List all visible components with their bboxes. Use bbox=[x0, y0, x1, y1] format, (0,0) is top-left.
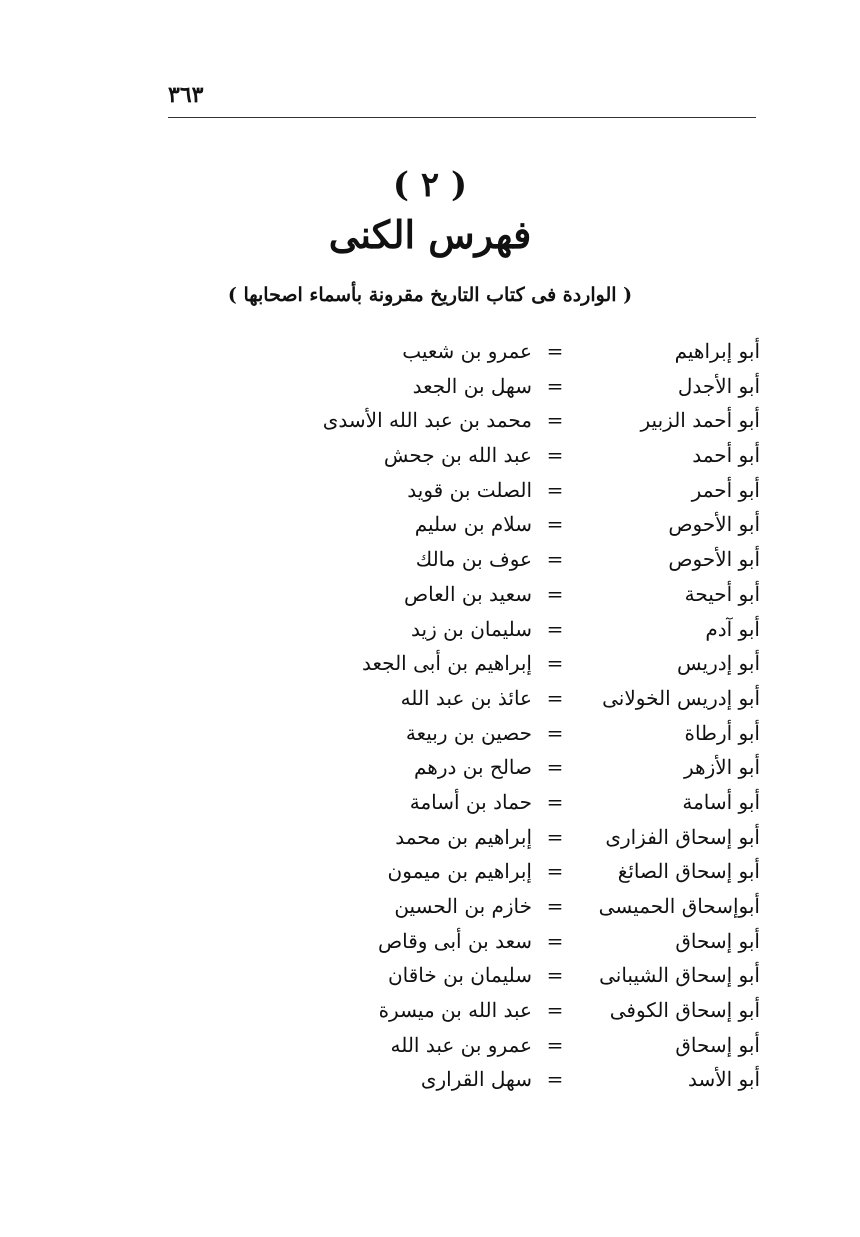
entry-equals: = bbox=[546, 651, 564, 676]
entry-equals: = bbox=[546, 755, 564, 780]
entry-kunya: أبو إسحاق الفزارى bbox=[605, 824, 760, 849]
entry-name: إبراهيم بن محمد bbox=[395, 824, 532, 849]
entry-row bbox=[300, 542, 760, 577]
entry-kunya: أبو أرطاة bbox=[684, 720, 760, 745]
entry-name: سليمان بن خاقان bbox=[387, 963, 532, 988]
entry-equals: = bbox=[546, 408, 564, 433]
entry-kunya: أبو أحمد bbox=[692, 443, 760, 468]
entry-row bbox=[300, 577, 760, 612]
entry-kunya: أبو الأحوص bbox=[668, 547, 760, 572]
entry-name: محمد بن عبد الله الأسدى bbox=[322, 408, 532, 433]
entry-row bbox=[300, 681, 760, 716]
entry-name: عوف بن مالك bbox=[415, 547, 532, 572]
entry-row bbox=[300, 612, 760, 647]
entry-row bbox=[300, 993, 760, 1028]
entry-row bbox=[300, 750, 760, 785]
entry-equals: = bbox=[546, 685, 564, 710]
entry-row bbox=[300, 507, 760, 542]
entry-row bbox=[300, 958, 760, 993]
entry-row bbox=[300, 369, 760, 404]
index-subtitle: ( الواردة فى كتاب التاريخ مقرونة بأسماء اصحابها ) bbox=[227, 284, 633, 306]
entry-name: سهل بن الجعد bbox=[412, 373, 532, 398]
entry-equals: = bbox=[546, 963, 564, 988]
entry-equals: = bbox=[546, 1032, 564, 1057]
entry-equals: = bbox=[546, 616, 564, 641]
entry-kunya: أبو إسحاق bbox=[675, 1032, 760, 1057]
entry-equals: = bbox=[546, 928, 564, 953]
entry-kunya: أبو إسحاق الصائغ bbox=[617, 859, 760, 884]
entry-equals: = bbox=[546, 512, 564, 537]
entry-name: عبد الله بن ميسرة bbox=[378, 998, 532, 1023]
entry-kunya: أبو أسامة bbox=[682, 789, 760, 814]
entry-equals: = bbox=[546, 443, 564, 468]
entry-equals: = bbox=[546, 894, 564, 918]
entry-row bbox=[300, 646, 760, 681]
entry-name: عبد الله بن جحش bbox=[383, 443, 532, 468]
entry-kunya: أبو إسحاق bbox=[675, 928, 760, 953]
entry-name: عمرو بن عبد الله bbox=[390, 1032, 532, 1057]
index-title: فهرس الكنى bbox=[328, 212, 532, 257]
entry-row bbox=[300, 785, 760, 820]
entry-row bbox=[300, 924, 760, 959]
entry-kunya: أبو الأجدل bbox=[677, 373, 760, 398]
entry-kunya: أبو الأحوص bbox=[668, 512, 760, 537]
entry-equals: = bbox=[546, 789, 564, 814]
header-rule bbox=[168, 117, 756, 118]
entry-equals: = bbox=[546, 581, 564, 606]
page-number: ٣٦٣ bbox=[168, 82, 204, 108]
entry-name: إبراهيم بن أبى الجعد bbox=[362, 651, 532, 676]
entry-kunya: أبو إدريس bbox=[677, 651, 760, 676]
entry-equals: = bbox=[546, 373, 564, 398]
entry-name: حماد بن أسامة bbox=[409, 789, 532, 814]
entry-name: سعيد بن العاص bbox=[403, 581, 532, 606]
entry-kunya: أبو إسحاق الشيبانى bbox=[599, 963, 760, 988]
entry-kunya: أبو أحمد الزبير bbox=[640, 408, 760, 433]
entry-equals: = bbox=[546, 1067, 564, 1092]
entry-row bbox=[300, 403, 760, 438]
entry-row bbox=[300, 473, 760, 508]
entry-name: سلام بن سليم bbox=[414, 512, 532, 537]
entry-row bbox=[300, 854, 760, 889]
entry-row bbox=[300, 1062, 760, 1097]
entry-kunya: أبو الأزهر bbox=[683, 755, 760, 780]
entry-name: الصلت بن قويد bbox=[407, 477, 532, 502]
entry-row bbox=[300, 716, 760, 751]
entry-row bbox=[300, 1028, 760, 1063]
entry-kunya: أبو آدم bbox=[705, 616, 760, 641]
entry-equals: = bbox=[546, 824, 564, 849]
entry-equals: = bbox=[546, 547, 564, 572]
entry-name: عمرو بن شعيب bbox=[402, 339, 532, 363]
entry-equals: = bbox=[546, 998, 564, 1023]
entry-kunya: أبو إبراهيم bbox=[674, 339, 760, 363]
entry-name: خازم بن الحسين bbox=[394, 894, 532, 918]
entry-name: عائذ بن عبد الله bbox=[400, 685, 532, 710]
entry-name: إبراهيم بن ميمون bbox=[387, 859, 532, 884]
entry-name: سليمان بن زيد bbox=[411, 616, 532, 641]
entries-list bbox=[300, 334, 760, 1097]
entry-name: صالح بن درهم bbox=[413, 755, 532, 780]
entry-equals: = bbox=[546, 720, 564, 745]
entry-name: حصين بن ربيعة bbox=[405, 720, 532, 745]
entry-row bbox=[300, 438, 760, 473]
section-number: ( ٢ ) bbox=[392, 165, 468, 205]
entry-kunya: أبو الأسد bbox=[687, 1067, 760, 1092]
entry-row bbox=[300, 334, 760, 369]
entry-name: سعد بن أبى وقاص bbox=[377, 928, 532, 953]
entry-equals: = bbox=[546, 859, 564, 884]
entry-kunya: أبو أحيحة bbox=[684, 581, 760, 606]
entry-equals: = bbox=[546, 339, 564, 363]
entry-kunya: أبو أحمر bbox=[691, 477, 760, 502]
entry-kunya: أبوإسحاق الحميسى bbox=[598, 894, 760, 918]
entry-kunya: أبو إسحاق الكوفى bbox=[609, 998, 760, 1023]
entry-kunya: أبو إدريس الخولانى bbox=[602, 685, 760, 710]
entry-row bbox=[300, 820, 760, 855]
entry-row bbox=[300, 889, 760, 924]
entry-name: سهل القرارى bbox=[420, 1067, 532, 1092]
entry-equals: = bbox=[546, 477, 564, 502]
